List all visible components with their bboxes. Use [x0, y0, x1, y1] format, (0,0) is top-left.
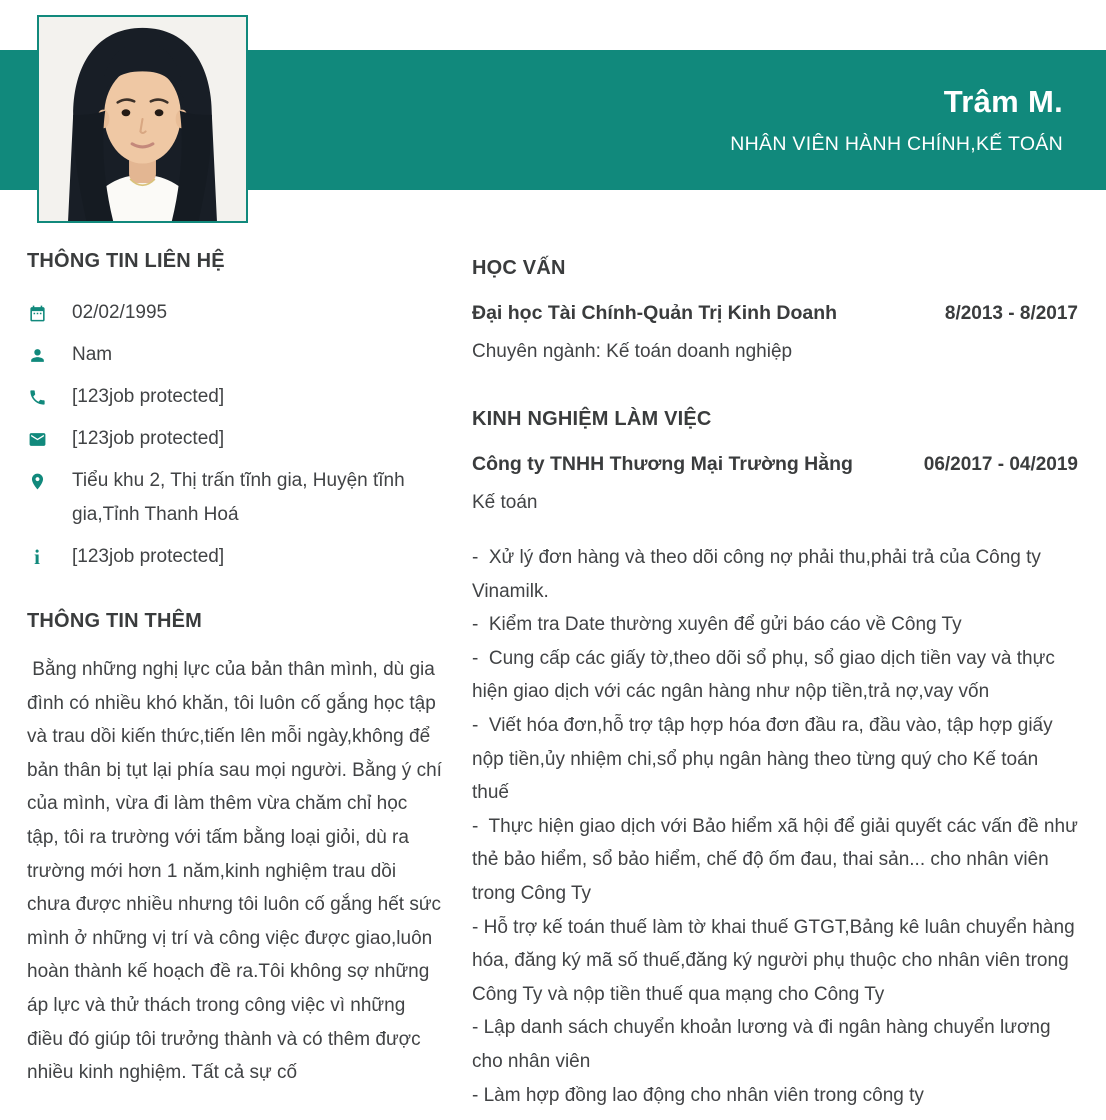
email-icon	[27, 422, 47, 456]
person-job-title: NHÂN VIÊN HÀNH CHÍNH,KẾ TOÁN	[730, 133, 1063, 155]
experience-bullet: - Kiểm tra Date thường xuyên để gửi báo cáo về Công Ty	[472, 614, 962, 636]
experience-section-heading: KINH NGHIỆM LÀM VIỆC	[472, 408, 712, 430]
profile-photo-illustration	[39, 17, 246, 221]
info-value: [123job protected]	[72, 546, 225, 567]
header-identity	[730, 50, 1063, 190]
calendar-icon	[27, 296, 47, 330]
contact-list	[27, 296, 442, 574]
about-section	[27, 610, 448, 1090]
profile-photo	[37, 15, 248, 223]
experience-section	[472, 408, 1084, 1112]
contact-row-address	[27, 464, 442, 532]
left-column	[27, 250, 448, 1112]
experience-bullet: - Lập danh sách chuyển khoản lương và đi ngân hàng chuyển lương cho nhân viên	[472, 1017, 1056, 1072]
contact-row-phone	[27, 380, 442, 414]
experience-bullets	[472, 541, 1084, 1112]
experience-bullet: - Xử lý đơn hàng và theo dõi công nợ phải thu,phải trả của Công ty Vinamilk.	[472, 547, 1047, 602]
experience-bullet: - Cung cấp các giấy tờ,theo dõi sổ phụ, sổ giao dịch tiền vay và thực hiện giao dịch với các ngân hàng như nộp tiền,trả nợ,vay vốn	[472, 647, 1061, 703]
phone-value: [123job protected]	[72, 386, 225, 407]
cv-content	[27, 250, 1084, 1112]
right-column	[472, 250, 1084, 1112]
experience-bullet: - Làm hợp đồng lao động cho nhân viên trong công ty	[472, 1084, 924, 1106]
email-value: [123job protected]	[72, 428, 225, 449]
experience-bullet: - Hỗ trợ kế toán thuế làm tờ khai thuế GTGT,Bảng kê luân chuyển hàng hóa, đăng ký mã số thuế,đăng ký người phụ thuộc cho nhân viên trong Công Ty và nộp tiền thuế qua mạng cho Công Ty	[472, 916, 1080, 1005]
experience-bullet: - Viết hóa đơn,hỗ trợ tập hợp hóa đơn đầu ra, đầu vào, tập hợp giấy nộp tiền,ủy nhiệm chi,sổ phụ ngân hàng theo từng quý cho Kế toán thuế	[472, 714, 1058, 804]
contact-row-email	[27, 422, 442, 456]
company-name: Công ty TNHH Thương Mại Trường Hằng	[472, 453, 853, 475]
about-text: Bằng những nghị lực của bản thân mình, dù gia đình có nhiều khó khăn, tôi luôn cố gắng học tập và trau dồi kiến thức,tiến lên mỗi ngày,không để bản thân bị tụt lại phía sau mọi người. Bằng ý chí của mình, vừa đi làm thêm vừa chăm chỉ học tập, tôi ra trường với tấm bằng loại giỏi, dù ra trường mới hơn 1 năm,kinh nghiệm trau dồi chưa được nhiều nhưng tôi luôn cố gắng hết sức mình ở những vị trí và công việc được giao,luôn hoàn thành kế hoạch đề ra.Tôi không sợ những áp lực và thử thách trong công việc vì những điều đó giúp tôi trưởng thành và có thêm được nhiều kinh nghiệm. Tất cả sự cố	[27, 659, 448, 1084]
birthdate-value: 02/02/1995	[72, 302, 168, 323]
education-detail: Chuyên ngành: Kế toán doanh nghiệp	[472, 341, 793, 362]
contact-row-birthdate	[27, 296, 442, 330]
education-section-heading: HỌC VẤN	[472, 257, 566, 279]
person-name: Trâm M.	[943, 84, 1063, 119]
experience-entry-head	[472, 453, 1078, 476]
experience-period: 06/2017 - 04/2019	[923, 454, 1078, 475]
location-icon	[27, 464, 47, 498]
phone-icon	[27, 380, 47, 414]
school-name: Đại học Tài Chính-Quản Trị Kinh Doanh	[472, 302, 838, 324]
education-entry-head	[472, 302, 1078, 325]
info-icon: i	[34, 544, 40, 569]
experience-bullet: - Thực hiện giao dịch với Bảo hiểm xã hội để giải quyết các vấn đề như thẻ bảo hiểm, sổ bảo hiểm, chế độ ốm đau, thai sản... cho nhân viên trong Công Ty	[472, 815, 1084, 904]
contact-section-heading: THÔNG TIN LIÊN HỆ	[27, 250, 225, 272]
contact-row-info	[27, 540, 442, 574]
about-section-heading: THÔNG TIN THÊM	[27, 610, 203, 632]
person-icon	[27, 338, 47, 372]
experience-role: Kế toán	[472, 492, 538, 513]
education-period: 8/2013 - 8/2017	[944, 303, 1078, 324]
address-value: Tiểu khu 2, Thị trấn tĩnh gia, Huyện tĩnh gia,Tỉnh Thanh Hoá	[72, 470, 405, 525]
contact-row-gender	[27, 338, 442, 372]
education-section	[472, 257, 1078, 366]
column-gap	[442, 250, 472, 1112]
gender-value: Nam	[72, 344, 113, 365]
